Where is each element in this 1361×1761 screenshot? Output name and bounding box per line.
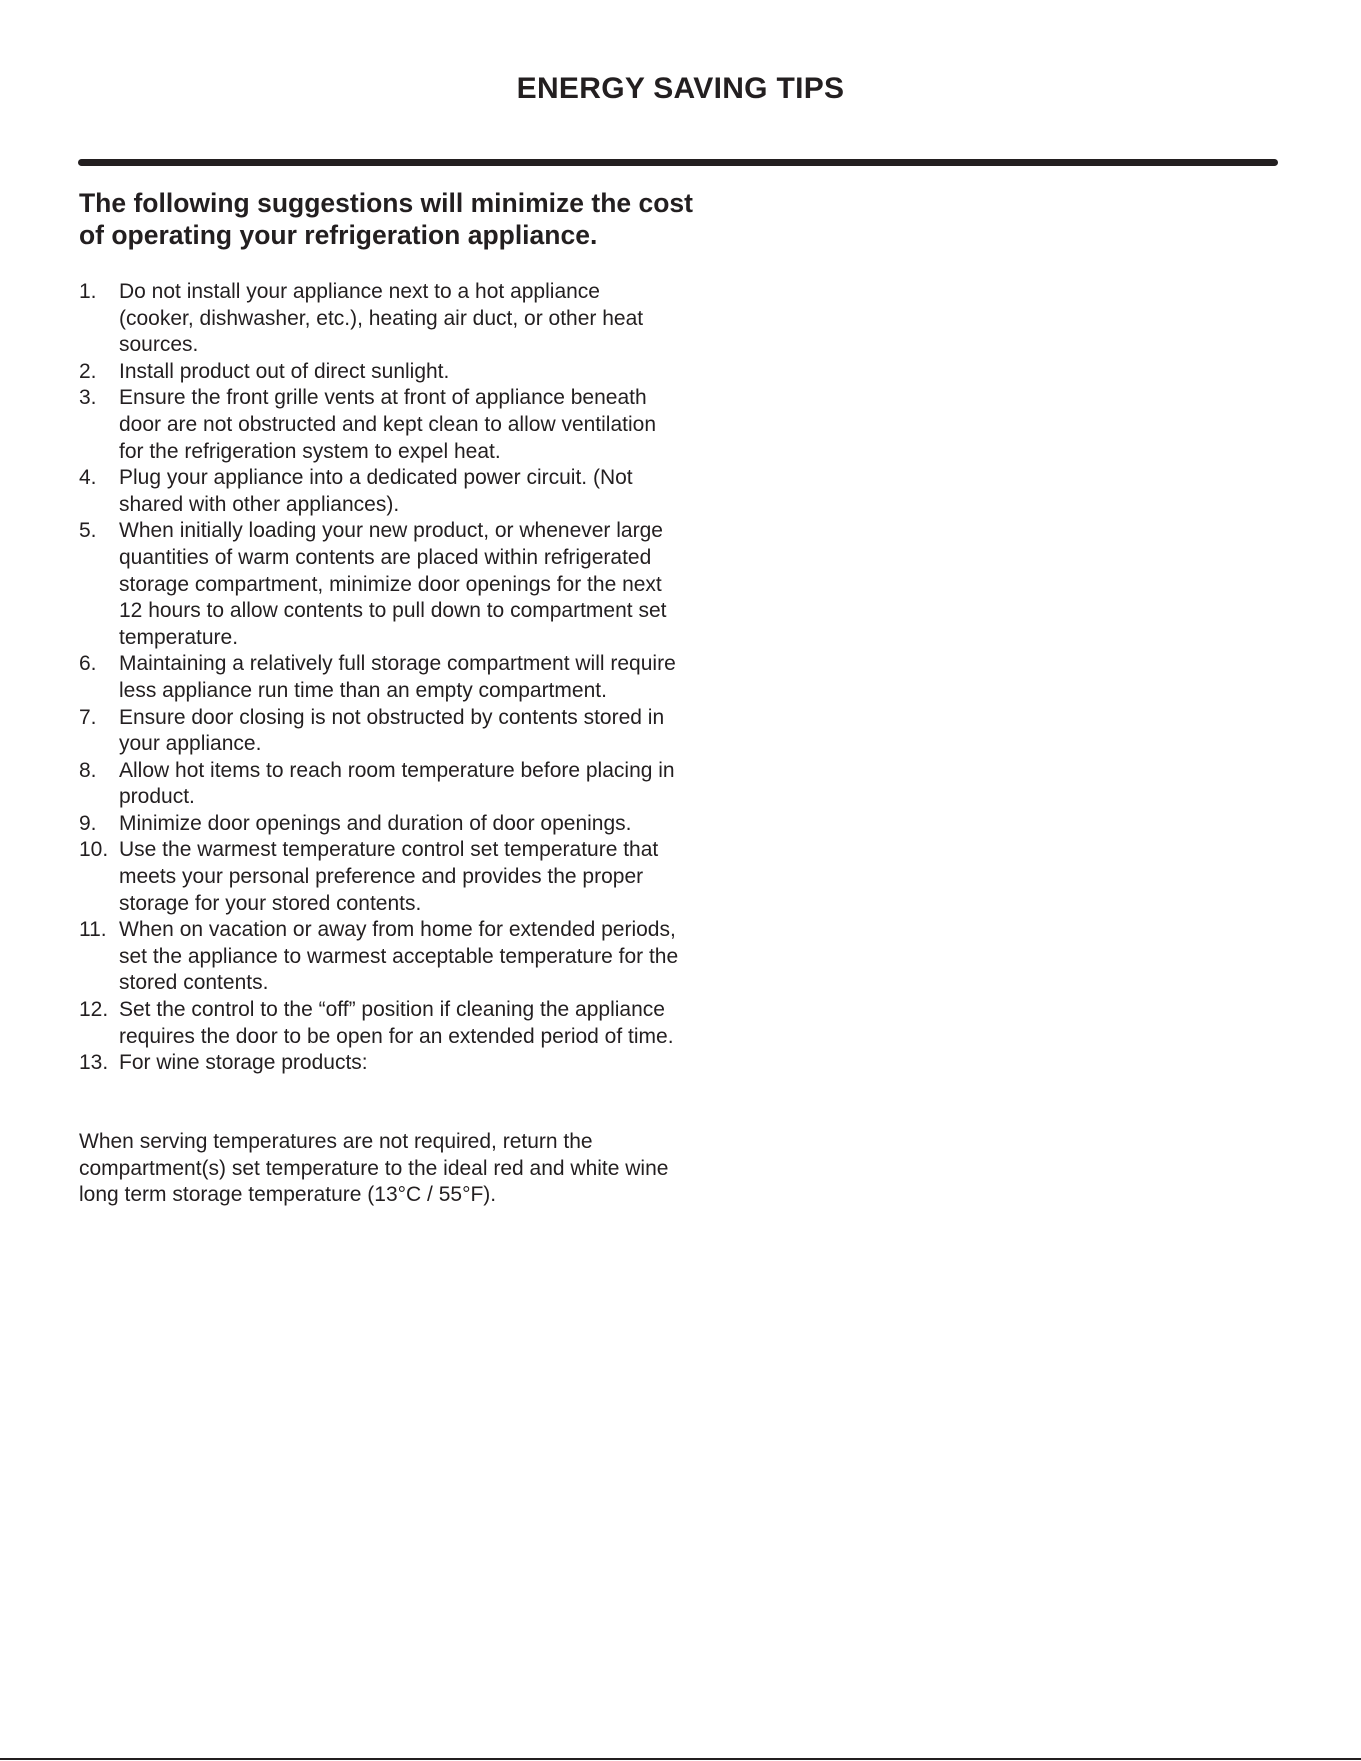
tip-number: 7. [79, 705, 97, 729]
tip-number: 10. [79, 838, 109, 862]
list-item [79, 837, 679, 917]
tip-text: Minimize door openings and duration of door openings. [119, 811, 632, 835]
tip-text: When initially loading your new product, or whenever large quantities of warm contents are placed within refrigerated storage compartment, minimize door openings for the next 12 hours to allow contents to pull down to compartment set temperature. [119, 519, 667, 649]
intro-heading: The following suggestions will minimize the cost of operating your refrigeration appliance. [79, 188, 693, 250]
closing-paragraph: When serving temperatures are not required, return the compartment(s) set temperature to the ideal red and white wine long term storage temperature (13°C / 55°F). [79, 1130, 669, 1207]
list-item [79, 917, 679, 997]
page-title: ENERGY SAVING TIPS [516, 72, 845, 105]
list-item [79, 385, 679, 465]
tips-list [79, 279, 679, 1077]
tip-number: 13. [79, 1051, 109, 1075]
tip-number: 4. [79, 466, 97, 490]
title-divider [78, 159, 1278, 166]
tip-number: 2. [79, 359, 97, 383]
list-item [79, 705, 679, 758]
list-item [79, 997, 679, 1050]
tip-number: 11. [79, 918, 107, 942]
tip-text: For wine storage products: [119, 1051, 368, 1075]
tip-text: Set the control to the “off” position if cleaning the appliance requires the door to be open for an extended period of time. [119, 998, 674, 1048]
list-item [79, 359, 679, 386]
tip-number: 9. [79, 811, 97, 835]
tip-text: Ensure the front grille vents at front of appliance beneath door are not obstructed and kept clean to allow ventilation for the refrigeration system to expel heat. [119, 386, 657, 463]
tip-number: 6. [79, 652, 97, 676]
tip-text: Allow hot items to reach room temperature before placing in product. [119, 758, 675, 809]
list-item [79, 651, 679, 704]
tip-text: Ensure door closing is not obstructed by contents stored in your appliance. [119, 705, 665, 756]
tip-number: 1. [79, 280, 97, 303]
tip-text: Use the warmest temperature control set temperature that meets your personal preference and provides the proper storage for your stored contents. [119, 838, 659, 915]
list-item [79, 465, 679, 518]
list-item [79, 758, 679, 811]
tip-text: Maintaining a relatively full storage compartment will require less appliance run time than an empty compartment. [119, 652, 676, 702]
list-item [79, 518, 679, 651]
tip-text: Do not install your appliance next to a hot appliance (cooker, dishwasher, etc.), heating air duct, or other heat sources. [119, 280, 644, 357]
tip-text: When on vacation or away from home for extended periods, set the appliance to warmest acceptable temperature for the stored contents. [119, 918, 679, 995]
list-item [79, 811, 679, 838]
list-item [79, 1050, 679, 1077]
tip-number: 8. [79, 758, 97, 782]
tip-number: 5. [79, 519, 97, 543]
bottom-divider [0, 1758, 1361, 1760]
tip-number: 3. [79, 386, 97, 410]
tip-text: Plug your appliance into a dedicated power circuit. (Not shared with other appliances). [119, 466, 633, 516]
tip-number: 12. [79, 998, 109, 1022]
tip-text: Install product out of direct sunlight. [119, 359, 450, 383]
list-item [79, 279, 679, 359]
